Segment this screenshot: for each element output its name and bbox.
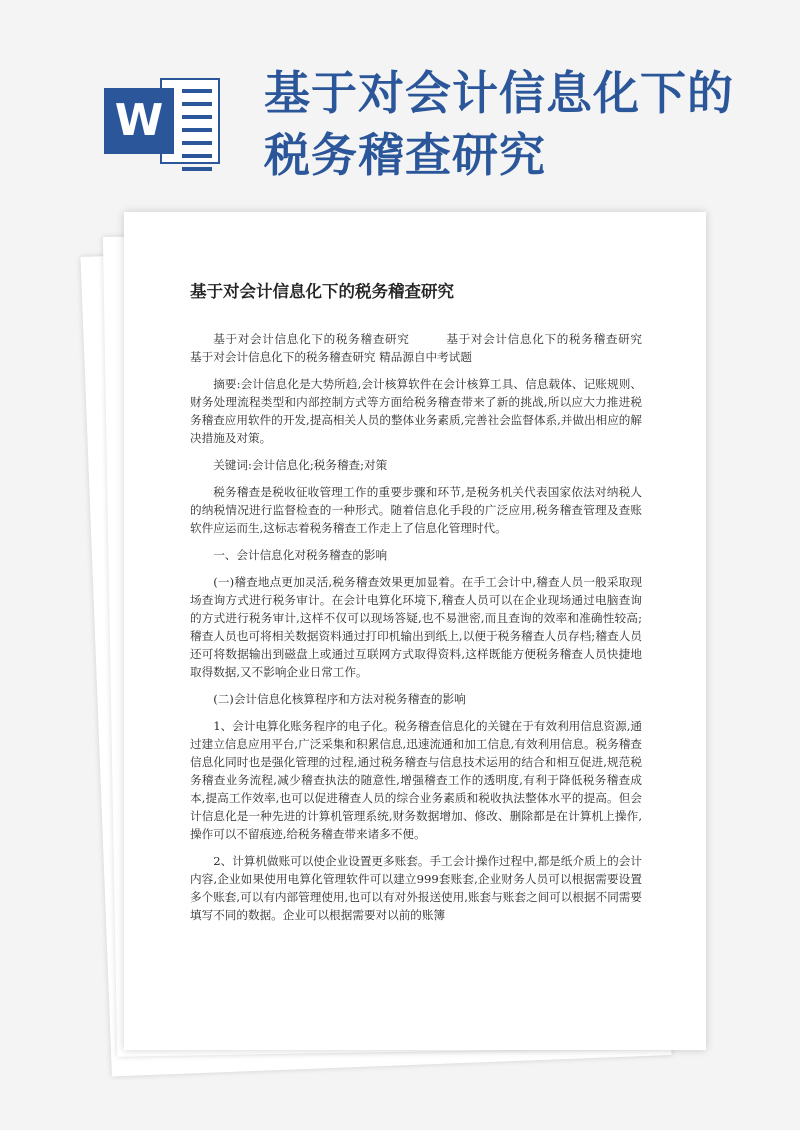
- banner-title: 基于对会计信息化下的税务稽查研究: [264, 66, 734, 182]
- word-badge: W: [104, 88, 174, 154]
- paragraph-definition: 税务稽查是税收征收管理工作的重要步骤和环节,是税务机关代表国家依法对纳税人的纳税情况进行监督检查的一种形式。随着信息化手段的广泛应用,税务稽查管理及查账软件应运而生,这标志着税务稽查工作走上了信息化管理时代。: [190, 485, 642, 535]
- word-doc-icon: [104, 70, 224, 170]
- document-page: [124, 212, 706, 1050]
- paragraph-intro: 基于对会计信息化下的税务稽查研究 基于对会计信息化下的税务稽查研究 基于对会计信息化下的税务稽查研究 精品源自中考试题: [190, 332, 654, 364]
- document-body: [190, 330, 654, 933]
- section-heading-1: 一、会计信息化对税务稽查的影响: [213, 548, 388, 562]
- paragraph-item-2: 2、计算机做账可以使企业设置更多账套。手工会计操作过程中,都是纸介质上的会计内容,企业如果使用电算化管理软件可以建立999套账套,企业财务人员可以根据需要设置多个账套,可以有内部管理使用,也可以有对外报送使用,账套与账套之间可以根据不同需要填写不同的数据。企业可以根据需要对以前的账簿: [190, 854, 642, 922]
- paragraph-keywords: 关键词:会计信息化;税务稽查;对策: [213, 458, 388, 472]
- paragraph-section-1-1: (一)稽查地点更加灵活,税务稽查效果更加显着。在手工会计中,稽查人员一般采取现场查询方式进行税务审计。在会计电算化环境下,稽查人员可以在企业现场通过电脑查询的方式进行税务审计,这样不仅可以现场答疑,也不易泄密,而且查询的效率和准确性较高;稽查人员也可将相关数据资料通过打印机输出到纸上,以便于税务稽查人员存档;稽查人员还可将数据输出到磁盘上或通过互联网方式取得资料,这样既能方便税务稽查人员快捷地取得数据,又不影响企业日常工作。: [190, 575, 642, 679]
- paragraph-abstract: 摘要:会计信息化是大势所趋,会计核算软件在会计核算工具、信息载体、记账规则、财务处理流程类型和内部控制方式等方面给税务稽查带来了新的挑战,所以应大力推进税务稽查应用软件的开发,提高相关人员的整体业务素质,完善社会监督体系,并做出相应的解决措施及对策。: [190, 377, 642, 445]
- paragraph-item-1: 1、会计电算化账务程序的电子化。税务稽查信息化的关键在于有效利用信息资源,通过建立信息应用平台,广泛采集和积累信息,迅速流通和加工信息,有效利用信息。税务稽查信息化同时也是强化管理的过程,通过税务稽查与信息技术运用的结合和相互促进,规范税务稽查业务流程,减少稽查执法的随意性,增强稽查工作的透明度,有利于降低税务稽查成本,提高工作效率,也可以促进稽查人员的综合业务素质和税收执法整体水平的提高。但会计信息化是一种先进的计算机管理系统,财务数据增加、修改、删除都是在计算机上操作,操作可以不留痕迹,给税务稽查带来诸多不便。: [190, 719, 642, 841]
- section-heading-1-2: (二)会计信息化核算程序和方法对税务稽查的影响: [213, 692, 466, 706]
- document-title: 基于对会计信息化下的税务稽查研究: [190, 282, 454, 301]
